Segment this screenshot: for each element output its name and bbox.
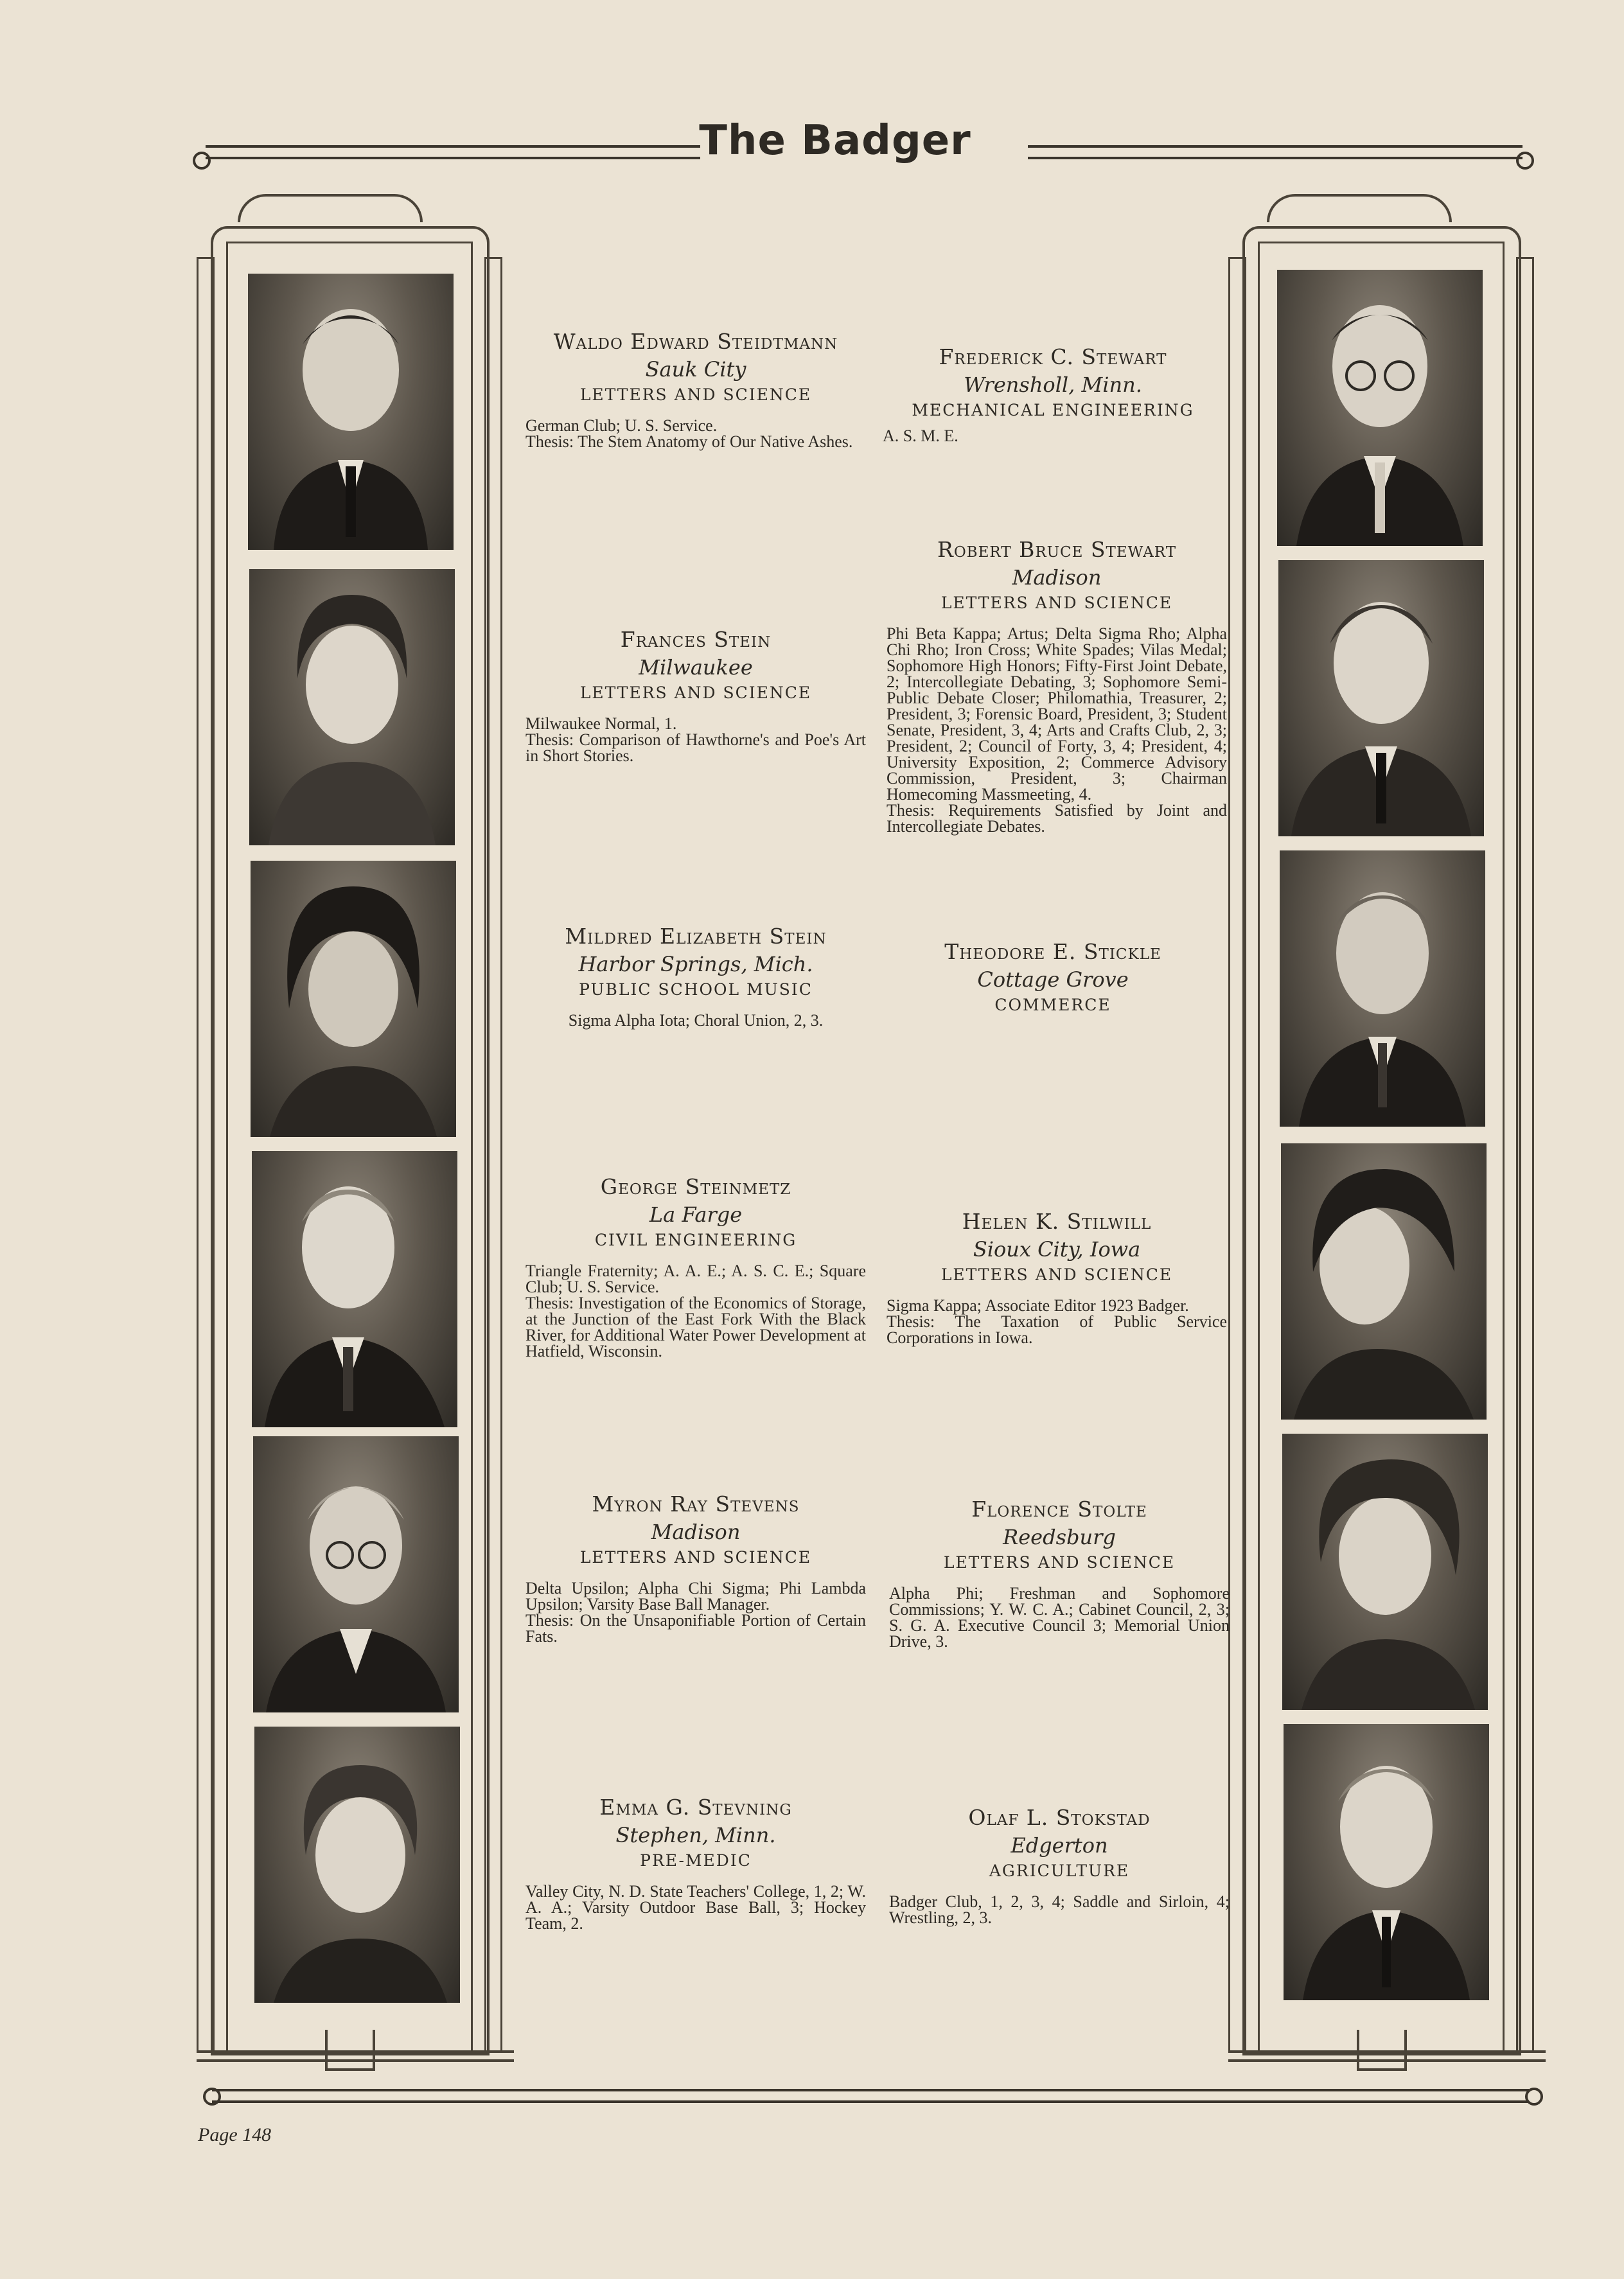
student-name: Waldo Edward Steidtmann [553, 329, 838, 354]
student-activities: German Club; U. S. Service. Thesis: The Stem Anatomy of Our Native Ashes. [525, 416, 853, 451]
student-city: Sauk City [645, 357, 746, 382]
student-name: Mildred Elizabeth Stein [565, 924, 827, 949]
student-city: Wrensholl, Minn. [964, 373, 1142, 397]
student-city: Madison [651, 1520, 741, 1544]
student-name: Frederick C. Stewart [939, 344, 1167, 369]
student-department: COMMERCE [994, 996, 1111, 1014]
student-entry-stolte [889, 1495, 1230, 1650]
student-city: Stephen, Minn. [615, 1823, 776, 1847]
student-department: LETTERS AND SCIENCE [579, 385, 812, 404]
student-entry-stevens [525, 1490, 866, 1644]
student-entry-stein-mildred [525, 922, 866, 1028]
student-city: Sioux City, Iowa [973, 1237, 1141, 1262]
student-entry-stilwill [887, 1208, 1227, 1346]
header-curl-left [193, 152, 211, 170]
portrait-photo [253, 1436, 459, 1712]
student-name: George Steinmetz [600, 1174, 791, 1199]
student-department: CIVIL ENGINEERING [594, 1231, 797, 1249]
student-name: Emma G. Stevning [599, 1795, 792, 1820]
student-city: Milwaukee [639, 655, 753, 680]
portrait-photo [252, 1151, 457, 1427]
student-department: PRE-MEDIC [640, 1851, 752, 1870]
portrait-photo [254, 1727, 460, 2003]
student-entry-stickle [883, 938, 1223, 1017]
page-title: The Badger [699, 117, 971, 164]
portrait-photo [1281, 1143, 1487, 1420]
footer-curl-right [1525, 2088, 1543, 2106]
portrait-photo [1277, 270, 1483, 546]
portrait-photo [248, 274, 454, 550]
student-entry-stewart-frederick [883, 343, 1223, 444]
student-entry-steidtmann [525, 328, 866, 450]
student-city: Harbor Springs, Mich. [578, 952, 813, 976]
student-name: Frances Stein [620, 627, 772, 652]
student-activities: Phi Beta Kappa; Artus; Delta Sigma Rho; Alpha Chi Rho; Iron Cross; White Spades; Vilas Medal; Sophomore High Honors; Fifty-First Joint Debate, 2; Intercollegiate Debating, 3; Sophomore Semi-Public Debate Closer; Philomathia, Treasurer, 2; President, 3; Forensic Board, President, 3; Student Senate, President, 3, 4; Arts and Crafts Club, 2, 3; President, 2; Council of Forty, 3, 4; President, 4; University Exposition, 2; Commerce Advisory Commission, President, 3; Chairman Homecoming Massmeeting, 4. Thesis: Requirements Satisfied by Joint and Intercollegiate Debates. [887, 624, 1227, 836]
student-department: MECHANICAL ENGINEERING [912, 401, 1194, 419]
student-department: LETTERS AND SCIENCE [579, 1548, 812, 1567]
student-activities: Milwaukee Normal, 1. Thesis: Comparison of Hawthorne's and Poe's Art in Short Stories. [525, 714, 866, 765]
student-activities: Triangle Fraternity; A. A. E.; A. S. C. E.; Square Club; U. S. Service. Thesis: Investigation of the Economics of Storage, at the Junction of the East Fork With the Black River, for Additional Water Power Development at Hatfield, Wisconsin. [525, 1262, 866, 1360]
student-department: LETTERS AND SCIENCE [943, 1553, 1176, 1572]
footer-rule [212, 2089, 1529, 2103]
student-entry-stokstad [889, 1804, 1230, 1926]
student-city: Cottage Grove [977, 967, 1129, 992]
student-name: Theodore E. Stickle [944, 939, 1161, 964]
student-activities: Valley City, N. D. State Teachers' College, 1, 2; W. A. A.; Varsity Outdoor Base Ball, 3; Hockey Team, 2. [525, 1882, 866, 1933]
footer-curl-left [203, 2088, 221, 2106]
portrait-photo [1282, 1434, 1488, 1710]
portrait-photo [1284, 1724, 1489, 2000]
student-city: La Farge [649, 1202, 743, 1227]
header-curl-right [1516, 152, 1534, 170]
student-city: Edgerton [1011, 1833, 1108, 1858]
student-activities: A. S. M. E. [883, 427, 958, 445]
student-name: Myron Ray Stevens [592, 1491, 800, 1517]
student-activities: Badger Club, 1, 2, 3, 4; Saddle and Sirloin, 4; Wrestling, 2, 3. [889, 1892, 1230, 1927]
student-entry-stewart-robert [887, 536, 1227, 834]
student-name: Robert Bruce Stewart [937, 537, 1177, 562]
student-name: Florence Stolte [971, 1497, 1147, 1522]
student-department: AGRICULTURE [989, 1861, 1130, 1880]
portrait-photo [1280, 850, 1485, 1127]
student-department: LETTERS AND SCIENCE [579, 683, 812, 702]
student-department: PUBLIC SCHOOL MUSIC [579, 980, 813, 999]
student-name: Olaf L. Stokstad [968, 1805, 1151, 1830]
portrait-photo [251, 861, 456, 1137]
student-activities: Sigma Kappa; Associate Editor 1923 Badger. Thesis: The Taxation of Public Service Corporations in Iowa. [887, 1296, 1227, 1347]
page-number: Page 148 [198, 2124, 272, 2145]
student-entry-steinmetz [525, 1173, 866, 1359]
student-entry-stein-frances [525, 626, 866, 764]
portrait-photo [249, 569, 455, 845]
student-department: LETTERS AND SCIENCE [940, 594, 1173, 612]
student-activities: Delta Upsilon; Alpha Chi Sigma; Phi Lambda Upsilon; Varsity Base Ball Manager. Thesis: On the Unsaponifiable Portion of Certain Fats. [525, 1579, 866, 1646]
student-name: Helen K. Stilwill [962, 1209, 1152, 1234]
student-city: Madison [1012, 565, 1102, 590]
header-rule-right [1028, 145, 1522, 159]
header-rule-left [206, 145, 700, 159]
student-department: LETTERS AND SCIENCE [940, 1265, 1173, 1284]
student-activities: Sigma Alpha Iota; Choral Union, 2, 3. [568, 1011, 824, 1030]
student-entry-stevning [525, 1793, 866, 1931]
student-city: Reedsburg [1003, 1525, 1116, 1549]
student-activities: Alpha Phi; Freshman and Sophomore Commissions; Y. W. C. A.; Cabinet Council, 2, 3; S. G. A. Executive Council 3; Memorial Union Drive, 3. [889, 1584, 1230, 1651]
portrait-photo [1278, 560, 1484, 836]
